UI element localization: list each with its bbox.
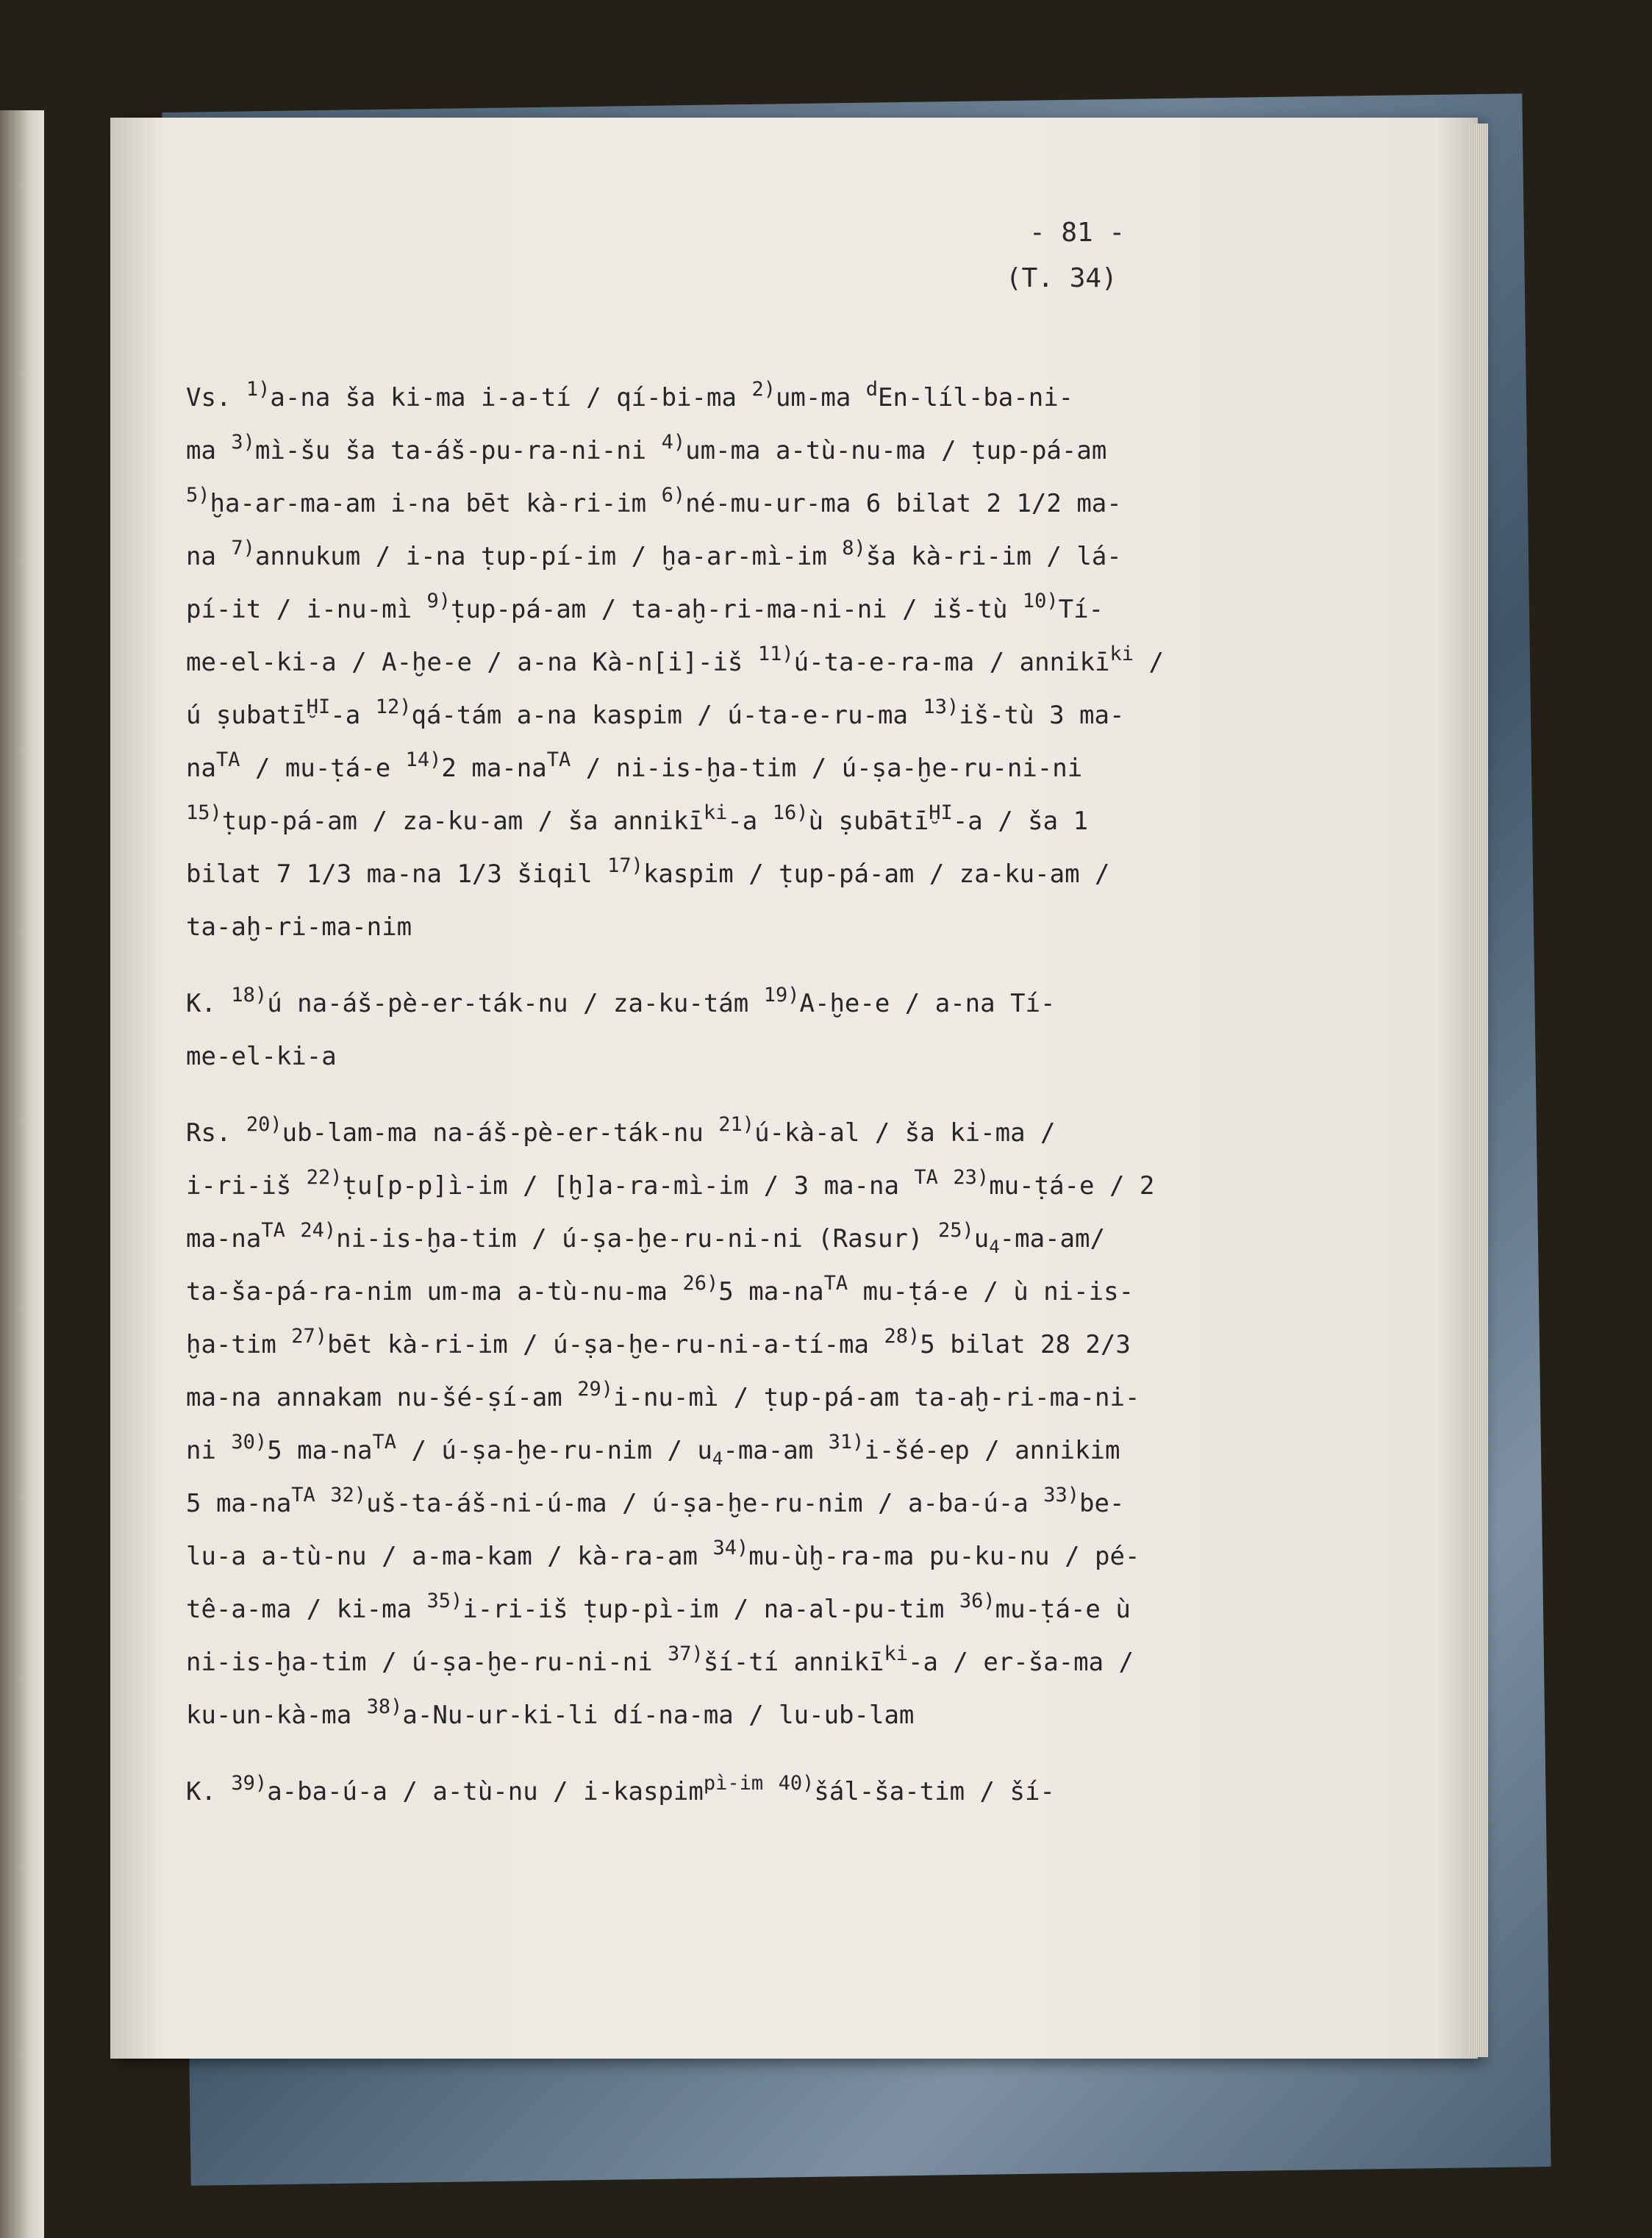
text-run: tê-a-ma / ki-ma xyxy=(186,1595,427,1624)
transliteration-text xyxy=(186,371,1281,1818)
superscript: 37) xyxy=(668,1642,704,1665)
text-run xyxy=(938,1171,953,1201)
superscript: 26) xyxy=(682,1272,719,1295)
text-run: um-ma a-tù-nu-ma / ṭup-pá-am xyxy=(685,436,1107,465)
superscript: 6) xyxy=(661,484,686,507)
superscript: 34) xyxy=(712,1537,749,1559)
superscript: TA xyxy=(261,1219,285,1242)
text-run: -ma-am xyxy=(723,1436,829,1465)
text-run: Vs. xyxy=(186,383,246,412)
text-run: ni-is-ḫa-tim / ú-ṣa-ḫe-ru-ni-ni (Rasur) xyxy=(336,1224,938,1254)
superscript: 7) xyxy=(231,537,255,560)
text-line xyxy=(186,1030,1281,1083)
text-line xyxy=(186,1371,1281,1424)
text-run: 5 ma-na xyxy=(718,1277,824,1306)
text-run: i-ri-iš xyxy=(186,1171,307,1201)
text-line xyxy=(186,1765,1281,1818)
text-run: a-Nu-ur-ki-li dí-na-ma / lu-ub-lam xyxy=(402,1701,915,1730)
text-run: -ma-am/ xyxy=(999,1224,1105,1254)
text-run: ku-un-kà-ma xyxy=(186,1701,367,1730)
text-run: lu-a a-tù-nu / a-ma-kam / kà-ra-am xyxy=(186,1542,713,1571)
text-run: ù ṣubātī xyxy=(808,807,929,836)
text-run: ni-is-ḫa-tim / ú-ṣa-ḫe-ru-ni-ni xyxy=(186,1648,668,1677)
text-line xyxy=(186,583,1281,636)
superscript: 30) xyxy=(231,1431,268,1454)
text-run: Rs. xyxy=(186,1118,246,1148)
text-run: ta-ša-pá-ra-nim um-ma a-tù-nu-ma xyxy=(186,1277,683,1306)
superscript: 11) xyxy=(757,643,794,665)
superscript: 4) xyxy=(661,431,686,454)
text-run: ub-lam-ma na-áš-pè-er-ták-nu xyxy=(282,1118,719,1148)
text-run: / ni-is-ḫa-tim / ú-ṣa-ḫe-ru-ni-ni xyxy=(571,754,1083,783)
text-run: -a / er-ša-ma / xyxy=(907,1648,1134,1677)
text-run: né-mu-ur-ma 6 bilat 2 1/2 ma- xyxy=(685,489,1122,518)
text-run: kaspim / ṭup-pá-am / za-ku-am / xyxy=(643,859,1110,889)
text-run: ḫa-tim xyxy=(186,1330,292,1359)
text-line xyxy=(186,1265,1281,1318)
text-run: ṭu[p-p]ì-im / [ḫ]a-ra-mì-im / 3 ma-na xyxy=(342,1171,915,1201)
text-run xyxy=(763,1777,778,1806)
text-line xyxy=(186,424,1281,477)
text-line xyxy=(186,1318,1281,1371)
superscript: 28) xyxy=(884,1325,920,1348)
superscript: 1) xyxy=(246,378,271,401)
superscript: 13) xyxy=(923,696,959,718)
superscript: TA xyxy=(823,1272,848,1295)
superscript: 16) xyxy=(772,801,809,824)
superscript: 32) xyxy=(330,1484,367,1506)
text-run: um-ma xyxy=(775,383,866,412)
superscript: pì-im xyxy=(703,1772,764,1795)
text-run: ṭup-pá-am / za-ku-am / ša annikī xyxy=(221,807,704,836)
text-line xyxy=(186,1636,1281,1689)
text-run: / ú-ṣa-ḫe-ru-nim / u xyxy=(396,1436,712,1465)
text-run: be- xyxy=(1079,1489,1125,1518)
superscript: 21) xyxy=(718,1113,755,1136)
text-run: me-el-ki-a / A-ḫe-e / a-na Kà-n[i]-iš xyxy=(186,648,758,677)
subscript: 4 xyxy=(712,1448,723,1469)
text-run: ta-aḫ-ri-ma-nim xyxy=(186,912,412,942)
text-run: -a xyxy=(727,807,773,836)
text-line xyxy=(186,477,1281,530)
superscript: ki xyxy=(884,1642,908,1665)
text-reference: (T. 34) xyxy=(1006,263,1118,293)
text-run: i-nu-mì / ṭup-pá-am ta-aḫ-ri-ma-ni- xyxy=(613,1383,1140,1412)
text-run: mu-ṭá-e ù xyxy=(995,1595,1131,1624)
text-run: iš-tù 3 ma- xyxy=(959,701,1125,730)
text-line xyxy=(186,1212,1281,1265)
superscript: TA xyxy=(215,748,240,771)
superscript: ki xyxy=(703,801,728,824)
text-run: a-ba-ú-a / a-tù-nu / i-kaspim xyxy=(267,1777,704,1806)
superscript: 40) xyxy=(778,1772,815,1795)
text-run: Tí- xyxy=(1058,595,1104,624)
superscript: 15) xyxy=(186,801,222,824)
text-run: mu-ṭá-e / 2 xyxy=(989,1171,1155,1201)
superscript: 17) xyxy=(607,854,643,877)
text-line xyxy=(186,1583,1281,1636)
text-run: 5 bilat 28 2/3 xyxy=(920,1330,1131,1359)
page-stack-edge xyxy=(1469,124,1488,2057)
text-run: ṭup-pá-am / ta-aḫ-ri-ma-ni-ni / iš-tù xyxy=(451,595,1023,624)
text-run: mu-ùḫ-ra-ma pu-ku-nu / pé- xyxy=(748,1542,1140,1571)
text-run: -a / ša 1 xyxy=(952,807,1089,836)
superscript: 39) xyxy=(231,1772,268,1795)
superscript: TA xyxy=(372,1431,397,1454)
text-line xyxy=(186,689,1281,742)
text-line xyxy=(186,1107,1281,1159)
superscript: 9) xyxy=(426,590,451,612)
subscript: 4 xyxy=(989,1237,1000,1257)
text-run: mì-šu ša ta-áš-pu-ra-ni-ni xyxy=(254,436,662,465)
text-run: šál-ša-tim / ší- xyxy=(814,1777,1055,1806)
text-run: A-ḫe-e / a-na Tí- xyxy=(799,989,1056,1018)
superscript: 10) xyxy=(1022,590,1059,612)
superscript: 12) xyxy=(375,696,412,718)
text-line xyxy=(186,636,1281,689)
superscript: 19) xyxy=(763,984,800,1007)
superscript: 23) xyxy=(953,1166,990,1189)
text-line xyxy=(186,1689,1281,1742)
superscript: 20) xyxy=(246,1113,282,1136)
superscript: 5) xyxy=(186,484,210,507)
superscript: TA xyxy=(914,1166,938,1189)
superscript: 38) xyxy=(366,1695,403,1718)
text-run: 5 ma-na xyxy=(267,1436,373,1465)
superscript: 25) xyxy=(937,1219,974,1242)
text-run: na xyxy=(186,542,232,571)
text-run: ḫa-ar-ma-am i-na bēt kà-ri-im xyxy=(210,489,662,518)
previous-page-edge xyxy=(0,110,44,2238)
superscript: 18) xyxy=(231,984,268,1007)
superscript: d xyxy=(865,378,879,401)
text-run: ší-tí annikī xyxy=(703,1648,884,1677)
text-run: ú na-áš-pè-er-ták-nu / za-ku-tám xyxy=(267,989,764,1018)
text-run: me-el-ki-a xyxy=(186,1042,337,1071)
superscript: 27) xyxy=(291,1325,328,1348)
text-run xyxy=(315,1489,330,1518)
text-run: i-šé-ep / annikim xyxy=(864,1436,1120,1465)
superscript: 24) xyxy=(300,1219,337,1242)
text-line xyxy=(186,795,1281,848)
text-run: ma-na annakam nu-šé-ṣí-am xyxy=(186,1383,578,1412)
superscript: TA xyxy=(546,748,571,771)
text-line xyxy=(186,371,1281,424)
text-run: En-líl-ba-ni- xyxy=(878,383,1074,412)
text-run: ma xyxy=(186,436,232,465)
text-line xyxy=(186,977,1281,1030)
superscript: 29) xyxy=(577,1378,613,1401)
text-run: / mu-ṭá-e xyxy=(240,754,406,783)
text-line xyxy=(186,1530,1281,1583)
text-run: qá-tám a-na kaspim / ú-ta-e-ru-ma xyxy=(411,701,923,730)
text-run: ú-kà-al / ša ki-ma / xyxy=(754,1118,1056,1148)
superscript: 33) xyxy=(1043,1484,1079,1506)
text-line xyxy=(186,742,1281,795)
superscript: ḪI xyxy=(929,801,953,824)
text-run: K. xyxy=(186,989,232,1018)
superscript: 3) xyxy=(231,431,255,454)
text-line xyxy=(186,1424,1281,1477)
text-run xyxy=(285,1224,300,1254)
text-run: bilat 7 1/3 ma-na 1/3 šiqil xyxy=(186,859,608,889)
text-line xyxy=(186,530,1281,583)
superscript: ki xyxy=(1109,643,1134,665)
text-run: 5 ma-na xyxy=(186,1489,292,1518)
text-run: ú-ta-e-ra-ma / annikī xyxy=(793,648,1110,677)
text-run: pí-it / i-nu-mì xyxy=(186,595,427,624)
superscript: 36) xyxy=(959,1590,995,1612)
text-run: u xyxy=(973,1224,990,1254)
superscript: 14) xyxy=(405,748,442,771)
text-run: 2 ma-na xyxy=(441,754,547,783)
page-number: - 81 - xyxy=(1029,218,1126,248)
text-run: ú ṣubatī xyxy=(186,701,307,730)
text-run: -a xyxy=(330,701,376,730)
text-run: a-na ša ki-ma i-a-tí / qí-bi-ma xyxy=(270,383,752,412)
superscript: 8) xyxy=(842,537,866,560)
superscript: ḪI xyxy=(306,696,331,718)
text-run: bēt kà-ri-im / ú-ṣa-ḫe-ru-ni-a-tí-ma xyxy=(327,1330,884,1359)
text-line xyxy=(186,848,1281,901)
text-run: ni xyxy=(186,1436,232,1465)
text-line xyxy=(186,1159,1281,1212)
superscript: 35) xyxy=(426,1590,463,1612)
superscript: 31) xyxy=(828,1431,865,1454)
text-run: ša kà-ri-im / lá- xyxy=(865,542,1122,571)
superscript: TA xyxy=(291,1484,315,1506)
text-run: i-ri-iš ṭup-pì-im / na-al-pu-tim xyxy=(462,1595,959,1624)
superscript: 22) xyxy=(306,1166,343,1189)
text-run: / xyxy=(1134,648,1164,677)
text-run: K. xyxy=(186,1777,232,1806)
text-run: annukum / i-na ṭup-pí-im / ḫa-ar-mì-im xyxy=(254,542,843,571)
text-run: na xyxy=(186,754,216,783)
text-run: mu-ṭá-e / ù ni-is- xyxy=(848,1277,1134,1306)
text-line xyxy=(186,901,1281,954)
text-line xyxy=(186,1477,1281,1530)
superscript: 2) xyxy=(751,378,776,401)
text-run: ma-na xyxy=(186,1224,262,1254)
text-run: uš-ta-áš-ni-ú-ma / ú-ṣa-ḫe-ru-nim / a-ba-ú-a xyxy=(366,1489,1044,1518)
